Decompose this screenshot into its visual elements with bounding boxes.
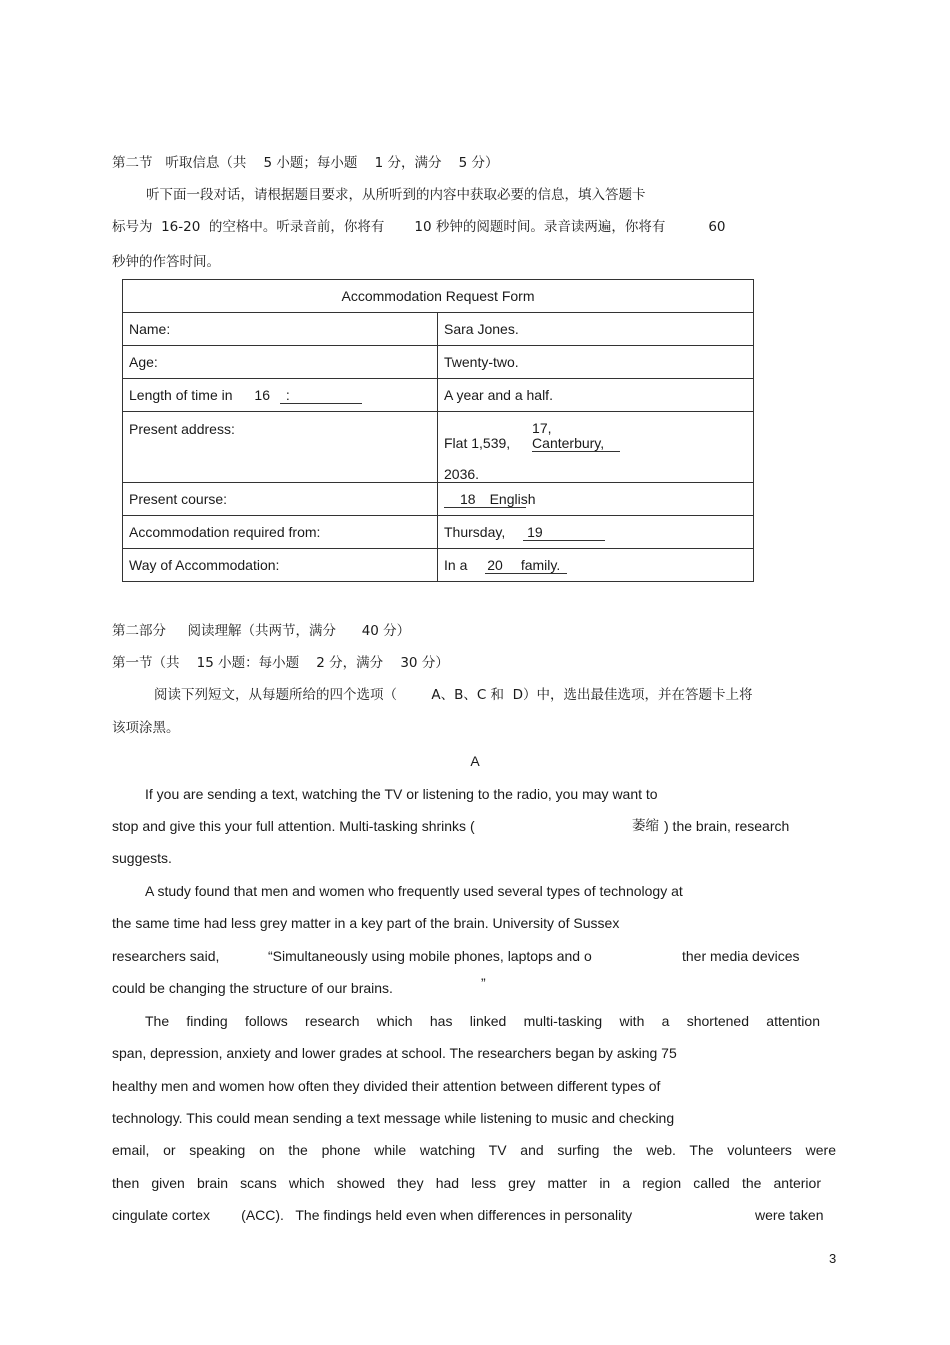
passage-line: then given brain scans which showed they had less grey matter in a region called the anterior bbox=[112, 1175, 821, 1191]
accommodation-form bbox=[122, 279, 754, 582]
form-title: Accommodation Request Form bbox=[123, 280, 754, 313]
passage-line: ther media devices bbox=[682, 948, 800, 964]
blank-20-number: 20 bbox=[487, 556, 503, 573]
instruction-line: 该项涂黑。 bbox=[112, 720, 180, 736]
passage-line: suggests. bbox=[112, 850, 172, 866]
blank-16-number: 16 bbox=[254, 386, 270, 403]
passage-quote-mark: ” bbox=[481, 975, 486, 991]
instruction-line: 秒钟的作答时间。 bbox=[112, 254, 220, 270]
passage-line: were taken bbox=[755, 1207, 824, 1223]
length-value: A year and a half. bbox=[438, 379, 754, 412]
passage-line: technology. This could mean sending a text message while listening to music and checking bbox=[112, 1110, 675, 1126]
length-label: Length of time in bbox=[129, 386, 233, 403]
section-header: 第一节（共 15 小题：每小题 2 分，满分 30 分） bbox=[112, 655, 449, 671]
from-value-cell bbox=[438, 516, 754, 549]
instruction-line: 标号为 16-20 的空格中。听录音前，你将有 10 秒钟的阅题时间。录音读两遍，你将有 60 bbox=[112, 219, 726, 235]
passage-line: ) the brain, research bbox=[664, 818, 790, 834]
from-day: Thursday, bbox=[444, 523, 506, 540]
address-postcode: 2036. bbox=[444, 466, 480, 482]
length-label-cell bbox=[123, 379, 438, 412]
passage-line: A study found that men and women who frequently used several types of technology at bbox=[145, 883, 683, 899]
blank-19-line[interactable] bbox=[523, 525, 605, 541]
age-value: Twenty-two. bbox=[438, 346, 754, 379]
age-label: Age: bbox=[123, 346, 438, 379]
passage-line: The finding follows research which has linked multi-tasking with a shortened attention bbox=[145, 1013, 820, 1029]
blank-20-line[interactable] bbox=[485, 558, 567, 574]
course-value: English bbox=[489, 490, 536, 507]
passage-line: could be changing the structure of our brains. bbox=[112, 980, 393, 996]
course-label: Present course: bbox=[123, 483, 438, 516]
instruction-line: 阅读下列短文，从每题所给的四个选项（ A、B、C 和 D）中，选出最佳选项，并在答题卡上将 bbox=[154, 687, 753, 703]
passage-line: researchers said, bbox=[112, 948, 220, 964]
name-label: Name: bbox=[123, 313, 438, 346]
way-prefix: In a bbox=[444, 556, 468, 573]
address-city: , Canterbury, bbox=[532, 420, 605, 451]
blank-17-line[interactable] bbox=[532, 421, 620, 452]
page-number: 3 bbox=[829, 1251, 837, 1266]
passage-label: A bbox=[470, 753, 480, 769]
blank-18-number: 18 bbox=[460, 490, 476, 507]
passage-line: email, or speaking on the phone while watching TV and surfing the web. The volunteers were bbox=[112, 1142, 836, 1158]
name-value: Sara Jones. bbox=[438, 313, 754, 346]
passage-line: cingulate cortex (ACC). The findings held even when differences in personality bbox=[112, 1207, 633, 1223]
way-label: Way of Accommodation: bbox=[123, 549, 438, 582]
passage-line: the same time had less grey matter in a key part of the brain. University of Sussex bbox=[112, 915, 620, 931]
blank-16-colon: : bbox=[285, 386, 290, 403]
from-label: Accommodation required from: bbox=[123, 516, 438, 549]
passage-line: span, depression, anxiety and lower grades at school. The researchers began by asking 75 bbox=[112, 1045, 677, 1061]
address-value-cell bbox=[438, 412, 754, 483]
blank-17-number: 17 bbox=[532, 420, 548, 436]
instruction-line: 听下面一段对话，请根据题目要求，从所听到的内容中获取必要的信息，填入答题卡 bbox=[146, 187, 646, 203]
course-value-cell bbox=[438, 483, 754, 516]
passage-line: If you are sending a text, watching the TV or listening to the radio, you may want to bbox=[145, 786, 658, 802]
address-label: Present address: bbox=[123, 412, 438, 483]
passage-gloss: 萎缩 bbox=[632, 818, 659, 834]
blank-18-line[interactable] bbox=[444, 490, 536, 508]
part-header: 第二部分 阅读理解（共两节，满分 40 分） bbox=[112, 623, 411, 639]
blank-19-number: 19 bbox=[527, 523, 543, 540]
address-flat: Flat 1,539, bbox=[444, 435, 511, 451]
way-value-cell bbox=[438, 549, 754, 582]
passage-line: healthy men and women how often they divided their attention between different types of bbox=[112, 1078, 661, 1094]
passage-line: stop and give this your full attention. Multi-tasking shrinks ( bbox=[112, 818, 475, 834]
blank-16-line[interactable] bbox=[280, 388, 362, 404]
way-suffix: family. bbox=[520, 556, 561, 573]
section-header: 第二节 听取信息（共 5 小题；每小题 1 分，满分 5 分） bbox=[112, 155, 499, 171]
passage-quote: “Simultaneously using mobile phones, laptops and o bbox=[268, 948, 592, 964]
